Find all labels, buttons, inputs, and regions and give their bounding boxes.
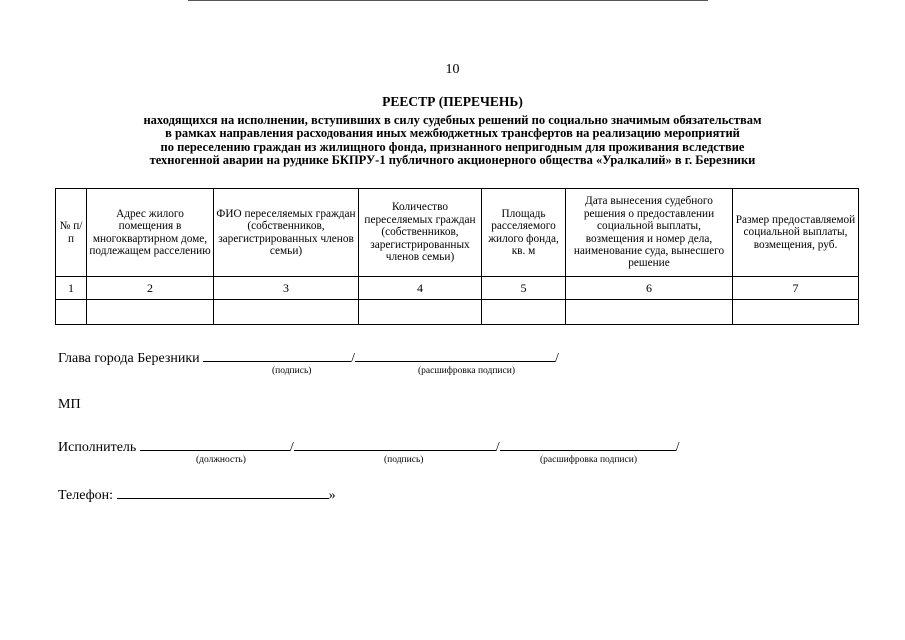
header-cell-court-decision: Дата вынесения судебного решения о предоставлении социальной выплаты, возмещения и номер дела, наименование суда, вынесшего решение: [566, 189, 733, 277]
header-cell-count: Количество переселяемых граждан (собственников, зарегистрированных членов семьи): [359, 189, 482, 277]
head-label: Глава города Березники: [58, 351, 200, 366]
subtitle-line: в рамках направления расходования иных межбюджетных трансфертов на реализацию мероприятий: [165, 126, 740, 141]
column-number: 3: [214, 277, 359, 300]
header-cell-address: Адрес жилого помещения в многоквартирном доме, подлежащем расселению: [87, 189, 214, 277]
executor-signature-caption: (подпись): [384, 455, 424, 465]
table-cell: [359, 300, 482, 325]
page-number: 10: [445, 62, 460, 77]
slash: /: [555, 351, 559, 366]
phone-blank: [117, 486, 329, 499]
table-cell: [733, 300, 859, 325]
column-number: 1: [56, 277, 87, 300]
column-number: 5: [482, 277, 566, 300]
phone-line: [58, 486, 336, 504]
executor-signature-blank: [294, 438, 496, 451]
header-cell-names: ФИО переселяемых граждан (собственников, зарегистрированных членов семьи): [214, 189, 359, 277]
head-signature-line: [58, 349, 559, 367]
slash: /: [289, 440, 294, 455]
document-subtitle: [40, 114, 865, 168]
closing-quote: »: [328, 488, 336, 503]
table-cell: [566, 300, 733, 325]
column-number-row: [56, 277, 859, 300]
header-cell-payment: Размер предоставляемой социальной выплаты, возмещения, руб.: [733, 189, 859, 277]
table-cell: [56, 300, 87, 325]
executor-position-caption: (должность): [196, 455, 246, 465]
executor-decoding-caption: (расшифровка подписи): [540, 455, 637, 465]
table-row: [56, 300, 859, 325]
head-decoding-caption: (расшифровка подписи): [418, 366, 515, 376]
header-cell-area: Площадь расселяемого жилого фонда, кв. м: [482, 189, 566, 277]
registry-table: [55, 188, 859, 325]
head-decoding-blank: [355, 349, 555, 362]
phone-label: Телефон:: [58, 488, 114, 503]
column-number: 7: [733, 277, 859, 300]
column-number: 6: [566, 277, 733, 300]
subtitle-line: по переселению граждан из жилищного фонда, признанного непригодным для проживания вследствие: [160, 139, 745, 154]
subtitle-line: техногенной аварии на руднике БКПРУ-1 публичного акционерного общества «Уралкалий» в г. Березники: [149, 153, 756, 168]
executor-signature-line: [58, 438, 679, 456]
top-border-line: [188, 0, 708, 1]
table-cell: [87, 300, 214, 325]
header-cell-number: № п/п: [56, 189, 87, 277]
slash: /: [675, 440, 680, 455]
stamp-label: МП: [58, 397, 81, 412]
column-number: 2: [87, 277, 214, 300]
executor-decoding-blank: [500, 438, 676, 451]
executor-label: Исполнитель: [58, 440, 137, 455]
executor-position-blank: [140, 438, 290, 451]
slash: /: [495, 440, 500, 455]
subtitle-line: находящихся на исполнении, вступивших в силу судебных решений по социально значимым обязательствам: [143, 113, 762, 127]
column-number: 4: [359, 277, 482, 300]
head-signature-blank: [203, 349, 351, 362]
head-signature-caption: (подпись): [272, 366, 312, 376]
table-cell: [482, 300, 566, 325]
slash: /: [351, 351, 356, 366]
table-cell: [214, 300, 359, 325]
document-title: РЕЕСТР (ПЕРЕЧЕНЬ): [382, 94, 523, 109]
table-header-row: [56, 189, 859, 277]
